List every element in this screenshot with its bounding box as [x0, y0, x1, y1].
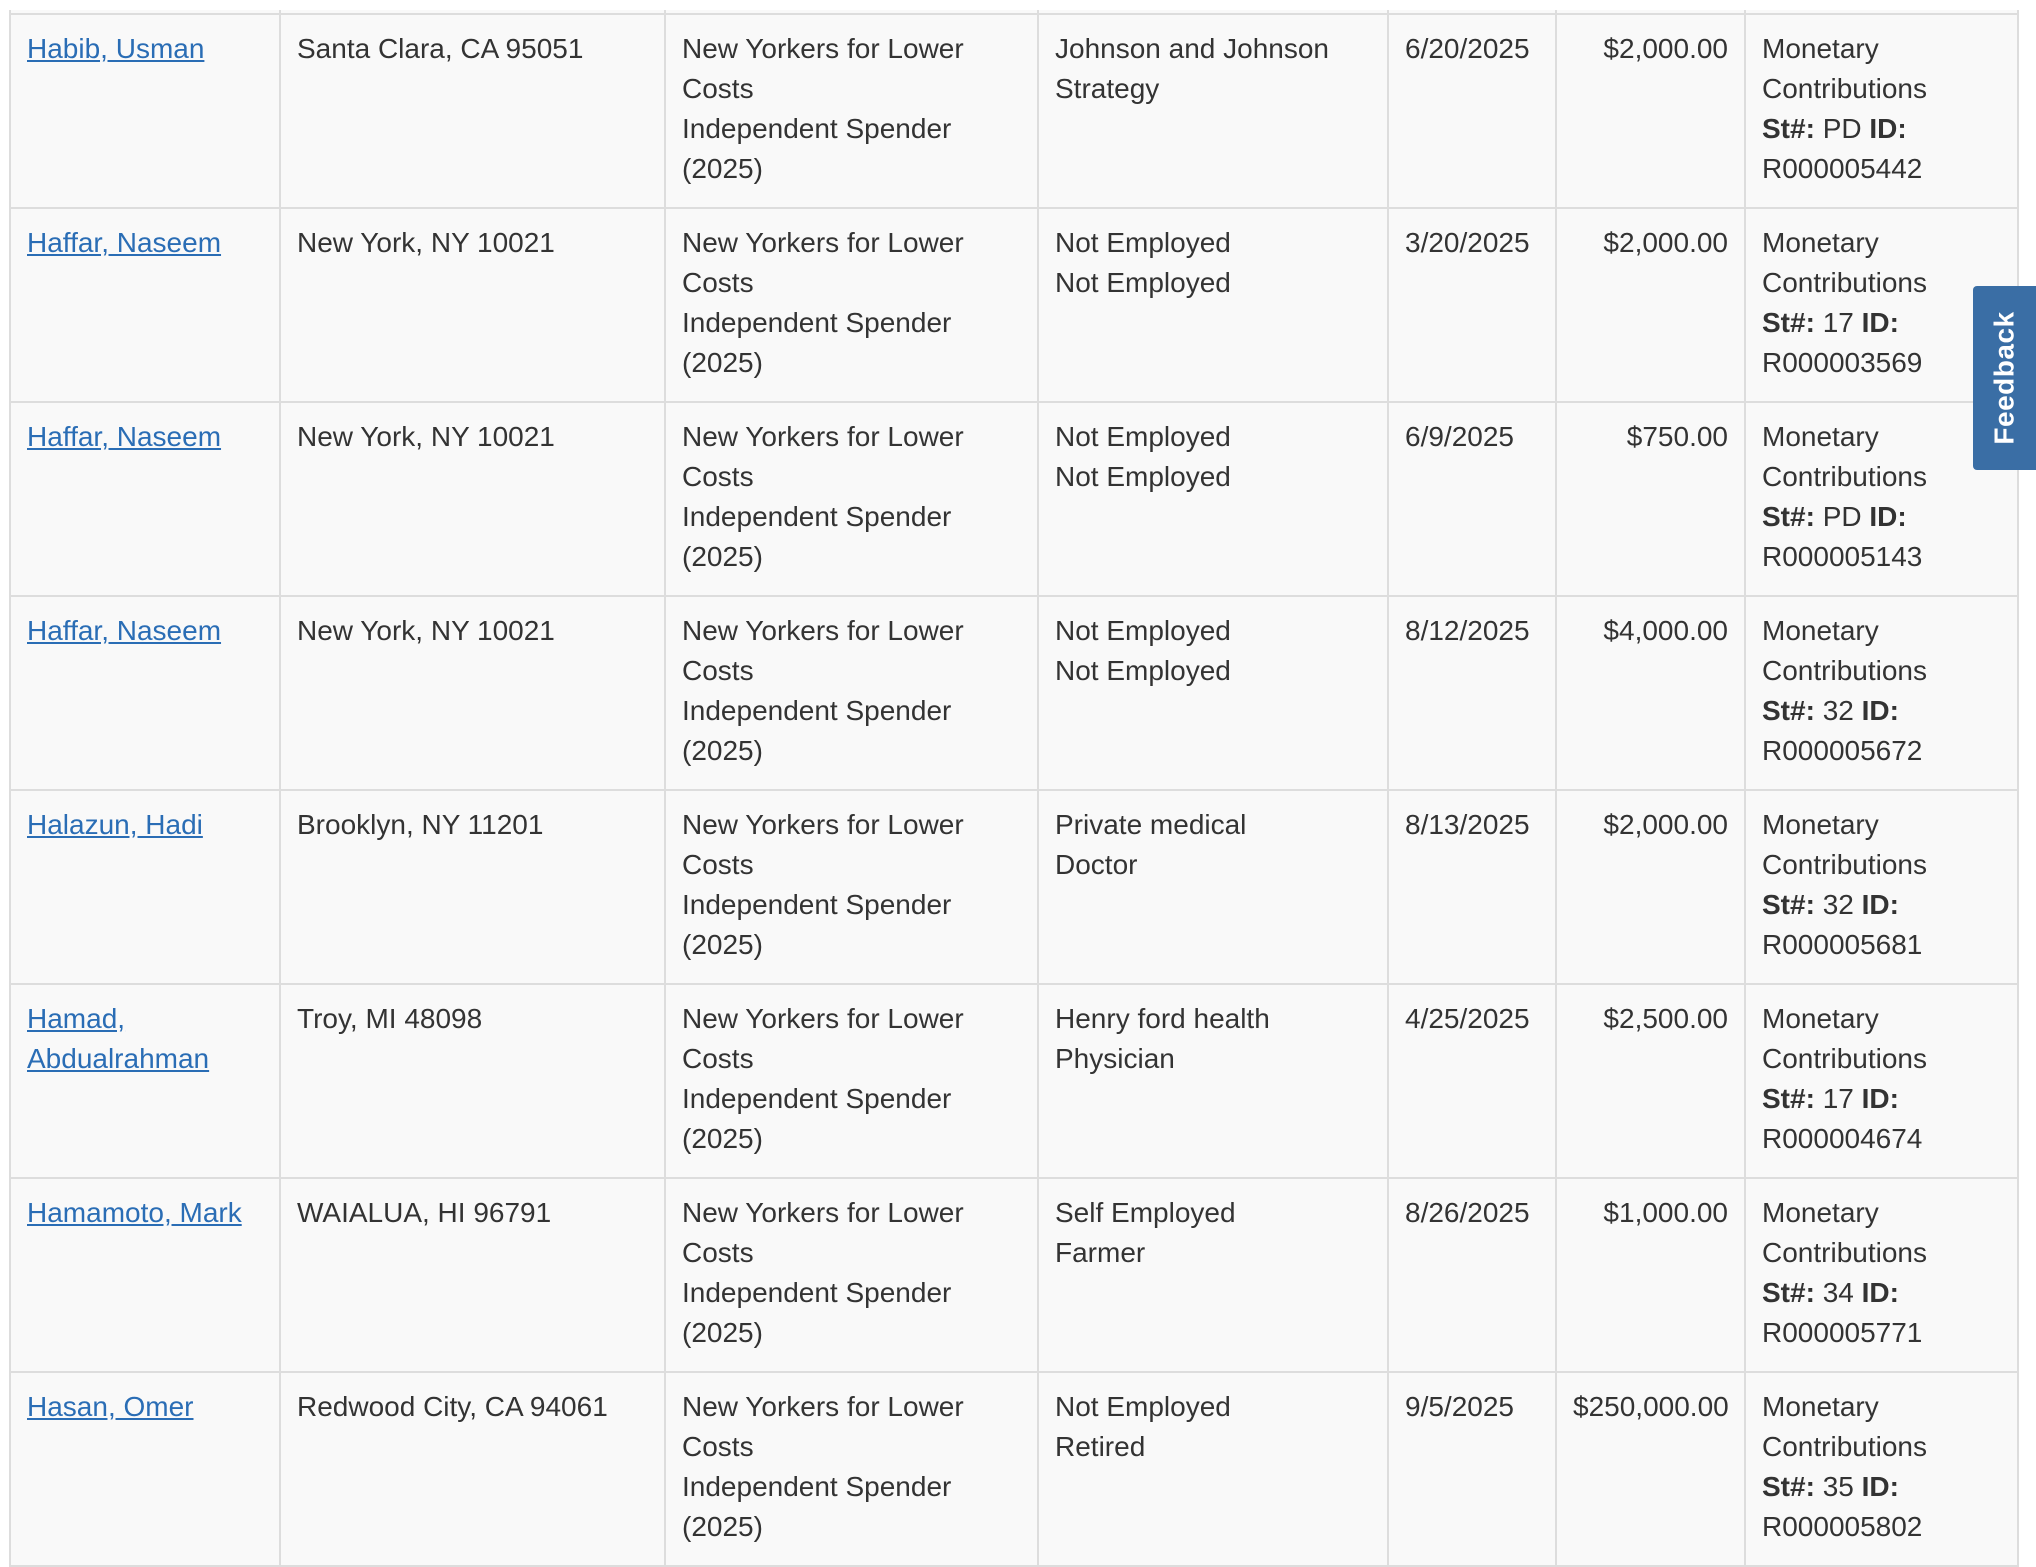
donor-name-link[interactable] — [27, 417, 263, 457]
recipient-line: New Yorkers for Lower — [682, 33, 964, 64]
contribution-type-line: Monetary — [1762, 421, 1879, 452]
contribution-type-line: Contributions — [1762, 1237, 1927, 1268]
location-cell — [280, 1178, 665, 1372]
recipient-line: (2025) — [682, 929, 763, 960]
statement-value: PD — [1822, 501, 1862, 532]
donor-name-line: Haffar, Naseem — [27, 615, 222, 646]
contribution-date: 9/5/2025 — [1405, 1391, 1514, 1422]
donor-location: Troy, MI 48098 — [297, 1003, 483, 1034]
statement-line — [1762, 1273, 2001, 1313]
recipient-line: (2025) — [682, 153, 763, 184]
recipient-line: (2025) — [682, 1511, 763, 1542]
occupation-text: Physician — [1055, 1043, 1175, 1074]
occupation-text: Not Employed — [1055, 267, 1231, 298]
recipient-line: (2025) — [682, 1123, 763, 1154]
recipient-cell — [665, 984, 1038, 1178]
contribution-amount: $2,000.00 — [1603, 33, 1728, 64]
donor-location: Santa Clara, CA 95051 — [297, 33, 584, 64]
date-cell — [1388, 402, 1556, 596]
id-value: R000005771 — [1762, 1317, 1923, 1348]
donor-name-link[interactable] — [27, 999, 263, 1079]
donor-name-cell — [10, 1178, 280, 1372]
donor-name-line: Hamamoto, Mark — [27, 1197, 242, 1228]
recipient-line: Independent Spender — [682, 501, 952, 532]
recipient-line: New Yorkers for Lower — [682, 1003, 964, 1034]
employer-text: Henry ford health — [1055, 1003, 1270, 1034]
recipient-line: Independent Spender — [682, 889, 952, 920]
donor-location: WAIALUA, HI 96791 — [297, 1197, 552, 1228]
date-cell — [1388, 208, 1556, 402]
recipient-line: Independent Spender — [682, 1083, 952, 1114]
date-cell — [1388, 596, 1556, 790]
amount-cell — [1556, 208, 1745, 402]
id-label: ID: — [1861, 1471, 1899, 1502]
recipient-line: (2025) — [682, 1317, 763, 1348]
recipient-line: Independent Spender — [682, 1277, 952, 1308]
donor-name-cell — [10, 402, 280, 596]
recipient-line: Costs — [682, 849, 754, 880]
id-value: R000004674 — [1762, 1123, 1923, 1154]
statement-value: 32 — [1822, 695, 1854, 726]
donor-name-line: Hasan, Omer — [27, 1391, 194, 1422]
contribution-amount: $2,000.00 — [1603, 227, 1728, 258]
location-cell — [280, 984, 665, 1178]
statement-line — [1762, 109, 2001, 149]
donor-name-link[interactable] — [27, 1387, 263, 1427]
amount-cell — [1556, 984, 1745, 1178]
statement-label: St#: — [1762, 1083, 1815, 1114]
donor-name-cell — [10, 984, 280, 1178]
recipient-line: New Yorkers for Lower — [682, 227, 964, 258]
contribution-amount: $250,000.00 — [1573, 1391, 1729, 1422]
location-cell — [280, 1372, 665, 1566]
employer-cell — [1038, 1372, 1388, 1566]
employer-text: Private medical — [1055, 809, 1247, 840]
statement-value: 17 — [1822, 1083, 1854, 1114]
location-cell — [280, 14, 665, 208]
location-cell — [280, 208, 665, 402]
employer-cell — [1038, 14, 1388, 208]
contribution-amount: $1,000.00 — [1603, 1197, 1728, 1228]
statement-value: PD — [1822, 113, 1862, 144]
statement-label: St#: — [1762, 1277, 1815, 1308]
recipient-line: Costs — [682, 655, 754, 686]
statement-line — [1762, 1467, 2001, 1507]
donor-name-cell — [10, 208, 280, 402]
id-label: ID: — [1861, 695, 1899, 726]
contribution-type-line: Contributions — [1762, 849, 1927, 880]
id-label: ID: — [1861, 307, 1899, 338]
id-value: R000005802 — [1762, 1511, 1923, 1542]
recipient-cell — [665, 596, 1038, 790]
id-value: R000003569 — [1762, 347, 1923, 378]
employer-text: Johnson and Johnson — [1055, 33, 1329, 64]
donor-location: New York, NY 10021 — [297, 227, 555, 258]
occupation-text: Retired — [1055, 1431, 1146, 1462]
date-cell — [1388, 1178, 1556, 1372]
recipient-cell — [665, 1178, 1038, 1372]
statement-label: St#: — [1762, 1471, 1815, 1502]
id-value: R000005143 — [1762, 541, 1923, 572]
employer-text: Not Employed — [1055, 421, 1231, 452]
statement-label: St#: — [1762, 889, 1815, 920]
statement-value: 17 — [1822, 307, 1854, 338]
location-cell — [280, 402, 665, 596]
contribution-type-line: Monetary — [1762, 809, 1879, 840]
recipient-line: Costs — [682, 267, 754, 298]
employer-text: Self Employed — [1055, 1197, 1236, 1228]
donor-name-link[interactable] — [27, 805, 263, 845]
type-cell — [1745, 984, 2018, 1178]
employer-cell — [1038, 1178, 1388, 1372]
location-cell — [280, 790, 665, 984]
amount-cell — [1556, 1372, 1745, 1566]
donor-name-line: Haffar, Naseem — [27, 421, 222, 452]
location-cell — [280, 596, 665, 790]
recipient-line: New Yorkers for Lower — [682, 1197, 964, 1228]
recipient-line: New Yorkers for Lower — [682, 421, 964, 452]
table-row — [10, 596, 2018, 790]
contribution-date: 6/20/2025 — [1405, 33, 1530, 64]
amount-cell — [1556, 14, 1745, 208]
recipient-line: New Yorkers for Lower — [682, 809, 964, 840]
donor-location: New York, NY 10021 — [297, 615, 555, 646]
employer-cell — [1038, 208, 1388, 402]
contribution-type-line: Contributions — [1762, 655, 1927, 686]
contribution-date: 8/13/2025 — [1405, 809, 1530, 840]
contribution-date: 3/20/2025 — [1405, 227, 1530, 258]
statement-line — [1762, 497, 2001, 537]
recipient-line: Costs — [682, 1043, 754, 1074]
table-body — [10, 10, 2018, 1566]
statement-value: 34 — [1822, 1277, 1854, 1308]
employer-text: Not Employed — [1055, 227, 1231, 258]
recipient-cell — [665, 208, 1038, 402]
occupation-text: Farmer — [1055, 1237, 1146, 1268]
occupation-text: Not Employed — [1055, 655, 1231, 686]
contribution-date: 6/9/2025 — [1405, 421, 1514, 452]
table-row — [10, 984, 2018, 1178]
table-row — [10, 402, 2018, 596]
statement-line — [1762, 885, 2001, 925]
donor-name-cell — [10, 596, 280, 790]
contribution-amount: $2,000.00 — [1603, 809, 1728, 840]
type-cell — [1745, 596, 2018, 790]
contribution-date: 8/26/2025 — [1405, 1197, 1530, 1228]
table-row — [10, 1372, 2018, 1566]
donor-name-line: Abdualrahman — [27, 1043, 210, 1074]
donor-name-link[interactable] — [27, 1193, 263, 1233]
employer-cell — [1038, 790, 1388, 984]
date-cell — [1388, 984, 1556, 1178]
contribution-type-line: Monetary — [1762, 1197, 1879, 1228]
donor-name-line: Habib, Usman — [27, 33, 205, 64]
contribution-type-line: Contributions — [1762, 1431, 1927, 1462]
recipient-cell — [665, 790, 1038, 984]
employer-text: Not Employed — [1055, 615, 1231, 646]
id-value: R000005442 — [1762, 153, 1923, 184]
recipient-line: Independent Spender — [682, 1471, 952, 1502]
contribution-type-line: Contributions — [1762, 267, 1927, 298]
table-row — [10, 790, 2018, 984]
recipient-cell — [665, 14, 1038, 208]
contribution-type-line: Contributions — [1762, 461, 1927, 492]
recipient-line: Costs — [682, 73, 754, 104]
amount-cell — [1556, 402, 1745, 596]
date-cell — [1388, 1372, 1556, 1566]
donor-name-cell — [10, 1372, 280, 1566]
amount-cell — [1556, 596, 1745, 790]
id-label: ID: — [1869, 501, 1907, 532]
type-cell — [1745, 1372, 2018, 1566]
recipient-cell — [665, 1372, 1038, 1566]
employer-cell — [1038, 402, 1388, 596]
contribution-amount: $750.00 — [1626, 421, 1728, 452]
id-label: ID: — [1861, 1277, 1899, 1308]
id-label: ID: — [1861, 1083, 1899, 1114]
type-cell — [1745, 790, 2018, 984]
recipient-line: (2025) — [682, 735, 763, 766]
donor-name-line: Hamad, — [27, 1003, 126, 1034]
contributions-table — [9, 10, 2019, 1567]
contribution-type-line: Monetary — [1762, 1003, 1879, 1034]
contribution-type-line: Contributions — [1762, 73, 1927, 104]
recipient-cell — [665, 402, 1038, 596]
id-value: R000005672 — [1762, 735, 1923, 766]
donor-name-link[interactable] — [27, 29, 263, 69]
recipient-line: (2025) — [682, 347, 763, 378]
type-cell — [1745, 1178, 2018, 1372]
statement-line — [1762, 691, 2001, 731]
donor-name-line: Haffar, Naseem — [27, 227, 222, 258]
recipient-line: Independent Spender — [682, 695, 952, 726]
contribution-amount: $4,000.00 — [1603, 615, 1728, 646]
recipient-line: (2025) — [682, 541, 763, 572]
contribution-type-line: Monetary — [1762, 615, 1879, 646]
donor-name-cell — [10, 14, 280, 208]
statement-value: 32 — [1822, 889, 1854, 920]
contribution-type-line: Monetary — [1762, 33, 1879, 64]
occupation-text: Strategy — [1055, 73, 1160, 104]
employer-cell — [1038, 596, 1388, 790]
contribution-date: 4/25/2025 — [1405, 1003, 1530, 1034]
employer-cell — [1038, 984, 1388, 1178]
date-cell — [1388, 790, 1556, 984]
recipient-line: New Yorkers for Lower — [682, 1391, 964, 1422]
occupation-text: Not Employed — [1055, 461, 1231, 492]
id-label: ID: — [1869, 113, 1907, 144]
recipient-line: Independent Spender — [682, 113, 952, 144]
recipient-line: New Yorkers for Lower — [682, 615, 964, 646]
recipient-line: Costs — [682, 1237, 754, 1268]
date-cell — [1388, 14, 1556, 208]
statement-value: 35 — [1822, 1471, 1854, 1502]
type-cell — [1745, 14, 2018, 208]
donor-name-line: Halazun, Hadi — [27, 809, 203, 840]
table-row — [10, 208, 2018, 402]
contribution-type-line: Contributions — [1762, 1043, 1927, 1074]
recipient-line: Independent Spender — [682, 307, 952, 338]
id-label: ID: — [1861, 889, 1899, 920]
recipient-line: Costs — [682, 461, 754, 492]
statement-label: St#: — [1762, 501, 1815, 532]
statement-label: St#: — [1762, 113, 1815, 144]
donor-name-link[interactable] — [27, 611, 263, 651]
statement-label: St#: — [1762, 695, 1815, 726]
statement-line — [1762, 303, 2001, 343]
employer-text: Not Employed — [1055, 1391, 1231, 1422]
occupation-text: Doctor — [1055, 849, 1138, 880]
feedback-label: Feedback — [1988, 311, 2020, 445]
donor-location: New York, NY 10021 — [297, 421, 555, 452]
feedback-button[interactable] — [1973, 286, 2036, 470]
statement-line — [1762, 1079, 2001, 1119]
id-value: R000005681 — [1762, 929, 1923, 960]
contribution-amount: $2,500.00 — [1603, 1003, 1728, 1034]
donor-location: Redwood City, CA 94061 — [297, 1391, 608, 1422]
contribution-date: 8/12/2025 — [1405, 615, 1530, 646]
donor-location: Brooklyn, NY 11201 — [297, 809, 544, 840]
donor-name-link[interactable] — [27, 223, 263, 263]
recipient-line: Costs — [682, 1431, 754, 1462]
donor-name-cell — [10, 790, 280, 984]
table-row — [10, 14, 2018, 208]
statement-label: St#: — [1762, 307, 1815, 338]
contribution-type-line: Monetary — [1762, 1391, 1879, 1422]
table-row — [10, 1178, 2018, 1372]
contribution-type-line: Monetary — [1762, 227, 1879, 258]
amount-cell — [1556, 1178, 1745, 1372]
amount-cell — [1556, 790, 1745, 984]
